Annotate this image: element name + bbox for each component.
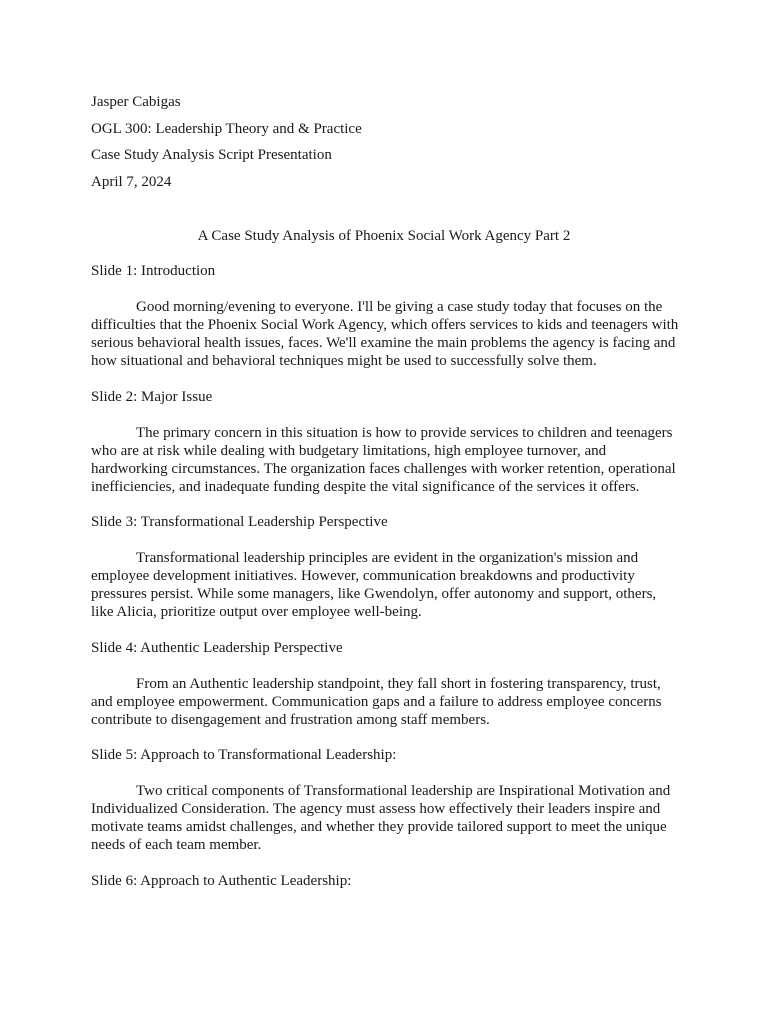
paragraph-line: difficulties that the Phoenix Social Work Agency, which offers services to kids and teenagers — [91, 317, 648, 333]
slide-section — [91, 746, 681, 854]
slide-section — [91, 388, 681, 496]
slide-paragraph — [91, 424, 681, 496]
paragraph-line: facing and how situational and behavioral techniques might be used to successfully solve them. — [91, 335, 676, 369]
slide-paragraph — [91, 675, 681, 729]
paragraph-line: needs of each team member. — [91, 837, 262, 853]
slide-section — [91, 872, 681, 890]
paragraph-line: Individualized Consideration. The agency must assess how effectively their leaders inspire and — [91, 801, 661, 817]
slide-paragraph — [91, 549, 681, 621]
slide-heading: Slide 3: Transformational Leadership Perspective — [91, 514, 388, 530]
slide-heading: Slide 5: Approach to Transformational Leadership: — [91, 747, 397, 763]
slide-section — [91, 262, 681, 370]
paragraph-line: contribute to disengagement and frustration among staff members. — [91, 711, 490, 728]
paragraph-line: like Alicia, prioritize output over employee well-being. — [91, 604, 422, 620]
slide-paragraph — [91, 298, 681, 370]
course-name: OGL 300: Leadership Theory and & Practice — [91, 120, 362, 137]
document-page — [91, 93, 681, 889]
paragraph-line: with serious behavioral health issues, faces. We'll examine the main problems the agency is — [91, 317, 679, 351]
paragraph-line: and employee empowerment. Communication gaps and a failure to address employee concerns — [91, 693, 662, 710]
paragraph-line: Good morning/evening to everyone. I'll be giving a case study today that focuses on the — [136, 299, 663, 315]
slide-section — [91, 513, 681, 621]
paragraph-line: motivate teams amidst challenges, and whether they provide tailored support to meet the unique — [91, 819, 667, 835]
assignment-name: Case Study Analysis Script Presentation — [91, 147, 332, 163]
document-body — [91, 262, 681, 890]
slide-heading: Slide 4: Authentic Leadership Perspective — [91, 639, 343, 656]
paragraph-line: From an Authentic leadership standpoint, they fall short in fostering transparency, trust, — [136, 675, 661, 692]
slide-paragraph — [91, 782, 681, 854]
slide-section — [91, 639, 681, 729]
slide-heading: Slide 1: Introduction — [91, 263, 216, 279]
paragraph-line: pressures persist. While some managers, like Gwendolyn, offer autonomy and support, others, — [91, 586, 657, 602]
document-title: A Case Study Analysis of Phoenix Social Work Agency Part 2 — [197, 228, 571, 244]
author-name: Jasper Cabigas — [91, 94, 181, 110]
paragraph-line: employee development initiatives. However, communication breakdowns and productivity — [91, 568, 635, 584]
paragraph-line: who are at risk while dealing with budgetary limitations, high employee turnover, and — [91, 442, 607, 459]
paragraph-line: Two critical components of Transformational leadership are Inspirational Motivation and — [136, 783, 671, 799]
slide-heading: Slide 6: Approach to Authentic Leadership: — [91, 872, 352, 889]
paragraph-line: inefficiencies, and inadequate funding despite the vital significance of the services it offers. — [91, 478, 640, 495]
paragraph-line: Transformational leadership principles are evident in the organization's mission and — [136, 550, 639, 566]
paragraph-line: hardworking circumstances. The organization faces challenges with worker retention, operational — [91, 460, 676, 477]
slide-heading: Slide 2: Major Issue — [91, 388, 213, 405]
document-date: April 7, 2024 — [91, 173, 172, 190]
paragraph-line: The primary concern in this situation is how to provide services to children and teenagers — [136, 424, 673, 441]
